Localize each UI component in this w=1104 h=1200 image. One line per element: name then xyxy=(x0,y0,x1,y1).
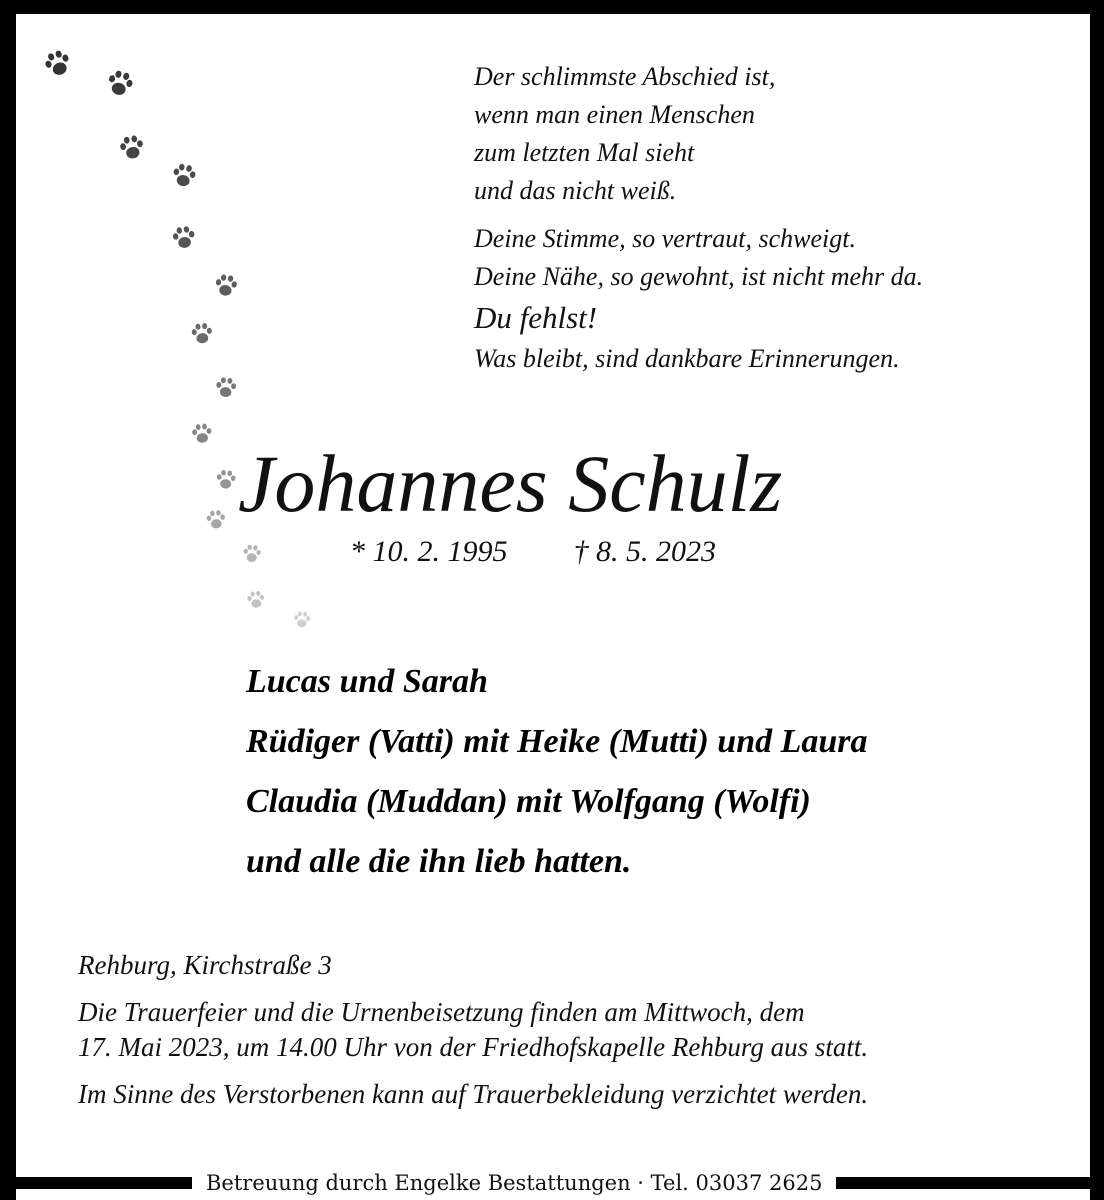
obituary-notice xyxy=(16,14,1090,1200)
paw-print-icon xyxy=(192,423,213,443)
paw-print-icon xyxy=(191,323,213,345)
death-date: † 8. 5. 2023 xyxy=(573,535,716,568)
deceased-name: Johannes Schulz xyxy=(238,438,783,529)
service-line: 17. Mai 2023, um 14.00 Uhr von der Friedhofskapelle Rehburg aus statt. xyxy=(78,1032,869,1062)
poem xyxy=(474,58,1074,378)
paw-print-icon xyxy=(247,590,265,608)
paw-print-trail xyxy=(16,14,346,654)
address: Rehburg, Kirchstraße 3 xyxy=(78,950,332,980)
paw-print-icon xyxy=(206,510,226,529)
paw-print-icon xyxy=(214,274,238,298)
poem-line: Deine Nähe, so gewohnt, ist nicht mehr da. xyxy=(474,262,924,291)
mourner-line: Rüdiger (Vatti) mit Heike (Mutti) und Laura xyxy=(246,723,868,760)
service-info xyxy=(78,995,1078,1065)
divider-rule xyxy=(16,1177,192,1189)
poem-stanza-2 xyxy=(474,220,1074,378)
paw-print-icon xyxy=(293,611,310,628)
poem-line: und das nicht weiß. xyxy=(474,176,677,205)
life-dates xyxy=(350,534,716,570)
paw-print-icon xyxy=(119,134,145,160)
poem-stanza-1 xyxy=(474,58,1074,210)
service-details xyxy=(78,948,1078,1112)
poem-line: zum letzten Mal sieht xyxy=(474,138,695,167)
paw-print-icon xyxy=(215,377,236,398)
divider-rule xyxy=(836,1177,1090,1189)
paw-print-icon xyxy=(243,544,262,562)
mourner-line: und alle die ihn lieb hatten. xyxy=(246,843,632,880)
mourner-line: Lucas und Sarah xyxy=(246,663,488,700)
poem-line: wenn man einen Menschen xyxy=(474,100,755,129)
paw-print-icon xyxy=(171,163,197,188)
funeral-home-bar xyxy=(16,1168,1090,1198)
mourners-list xyxy=(246,652,868,892)
paw-print-icon xyxy=(42,48,73,78)
dress-note: Im Sinne des Verstorbenen kann auf Trauerbekleidung verzichtet werden. xyxy=(78,1079,869,1109)
poem-line: Deine Stimme, so vertraut, schweigt. xyxy=(474,224,856,253)
birth-date: * 10. 2. 1995 xyxy=(350,535,508,568)
poem-closing: Was bleibt, sind dankbare Erinnerungen. xyxy=(474,344,900,373)
funeral-home-credit: Betreuung durch Engelke Bestattungen · Tel. 03037 2625 xyxy=(206,1171,823,1195)
paw-print-icon xyxy=(106,69,135,98)
paw-print-icon xyxy=(172,225,196,249)
poem-line: Der schlimmste Abschied ist, xyxy=(474,62,776,91)
poem-emphasis: Du fehlst! xyxy=(474,300,598,335)
service-line: Die Trauerfeier und die Urnenbeisetzung finden am Mittwoch, dem xyxy=(78,997,805,1027)
mourner-line: Claudia (Muddan) mit Wolfgang (Wolfi) xyxy=(246,783,811,820)
paw-print-icon xyxy=(216,469,236,489)
